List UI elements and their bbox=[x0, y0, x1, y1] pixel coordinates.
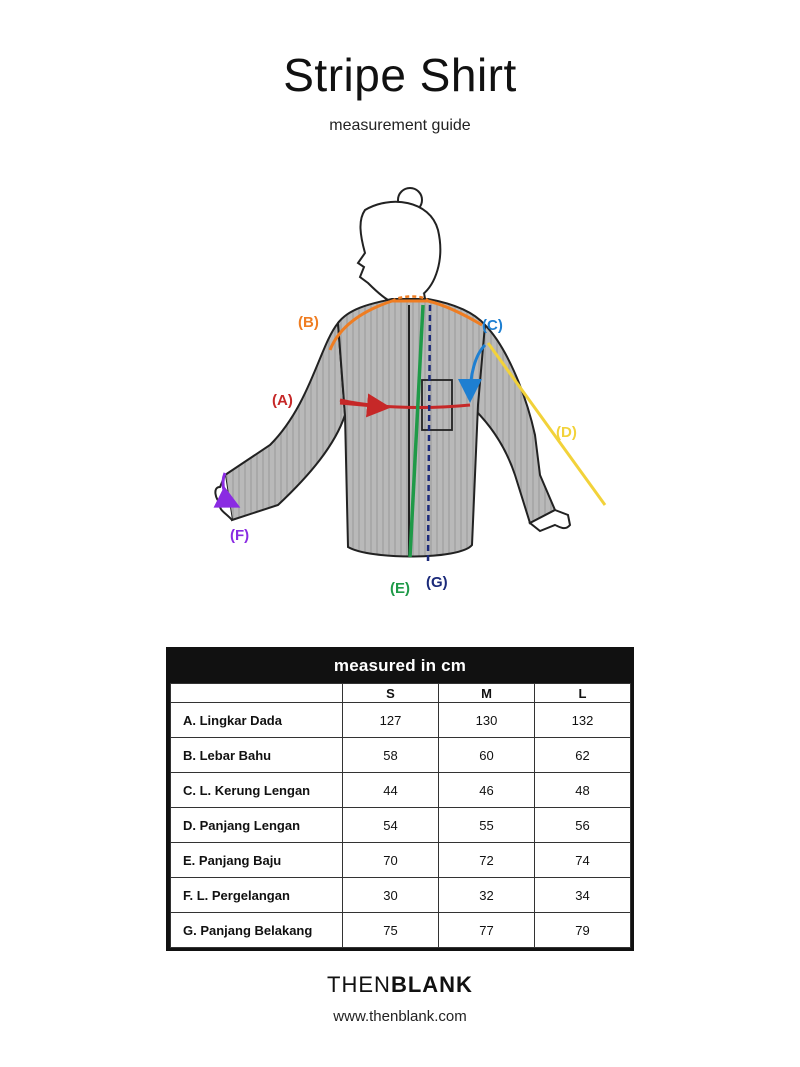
label-d: (D) bbox=[556, 424, 577, 441]
label-c: (C) bbox=[482, 317, 503, 334]
cell-m: 130 bbox=[439, 703, 535, 738]
brand-logo bbox=[0, 972, 800, 998]
table-row bbox=[171, 843, 631, 878]
size-table-heading: measured in cm bbox=[333, 656, 467, 675]
cell-m: 72 bbox=[439, 843, 535, 878]
label-a: (A) bbox=[272, 392, 293, 409]
size-table-header-row bbox=[171, 684, 631, 703]
table-row bbox=[171, 808, 631, 843]
column-header bbox=[171, 684, 343, 703]
cell-l: 48 bbox=[535, 773, 631, 808]
cell-s: 127 bbox=[343, 703, 439, 738]
table-row bbox=[171, 738, 631, 773]
cell-s: 75 bbox=[343, 913, 439, 948]
label-f: (F) bbox=[230, 527, 250, 544]
size-table-grid bbox=[170, 683, 631, 948]
cell-s: 70 bbox=[343, 843, 439, 878]
right-sleeve bbox=[475, 325, 555, 523]
cell-m: 77 bbox=[439, 913, 535, 948]
left-sleeve bbox=[225, 323, 345, 520]
label-e: (E) bbox=[390, 580, 410, 597]
brand-logo-bold: BLANK bbox=[390, 972, 473, 997]
brand-logo-light: THEN bbox=[327, 972, 391, 997]
row-label: A. Lingkar Dada bbox=[171, 703, 343, 738]
row-label: F. L. Pergelangan bbox=[171, 878, 343, 913]
cell-s: 30 bbox=[343, 878, 439, 913]
cell-l: 132 bbox=[535, 703, 631, 738]
table-row bbox=[171, 913, 631, 948]
table-row bbox=[171, 773, 631, 808]
shirt-model-illustration-icon bbox=[160, 175, 640, 605]
page-subtitle: measurement guide bbox=[329, 117, 471, 134]
cell-m: 46 bbox=[439, 773, 535, 808]
cell-l: 62 bbox=[535, 738, 631, 773]
cell-l: 34 bbox=[535, 878, 631, 913]
cell-l: 79 bbox=[535, 913, 631, 948]
cell-s: 44 bbox=[343, 773, 439, 808]
cell-s: 54 bbox=[343, 808, 439, 843]
column-header-l: L bbox=[535, 684, 631, 703]
cell-l: 74 bbox=[535, 843, 631, 878]
website-url: www.thenblank.com bbox=[333, 1008, 467, 1025]
column-header-m: M bbox=[439, 684, 535, 703]
page-title: Stripe Shirt bbox=[283, 49, 517, 101]
cell-m: 55 bbox=[439, 808, 535, 843]
size-table bbox=[166, 647, 634, 951]
table-row bbox=[171, 878, 631, 913]
row-label: C. L. Kerung Lengan bbox=[171, 773, 343, 808]
cell-l: 56 bbox=[535, 808, 631, 843]
cell-s: 58 bbox=[343, 738, 439, 773]
row-label: G. Panjang Belakang bbox=[171, 913, 343, 948]
table-row bbox=[171, 703, 631, 738]
cell-m: 60 bbox=[439, 738, 535, 773]
head-drawing bbox=[358, 188, 440, 315]
column-header-s: S bbox=[343, 684, 439, 703]
label-b: (B) bbox=[298, 314, 319, 331]
row-label: D. Panjang Lengan bbox=[171, 808, 343, 843]
label-g: (G) bbox=[426, 574, 448, 591]
cell-m: 32 bbox=[439, 878, 535, 913]
row-label: E. Panjang Baju bbox=[171, 843, 343, 878]
row-label: B. Lebar Bahu bbox=[171, 738, 343, 773]
